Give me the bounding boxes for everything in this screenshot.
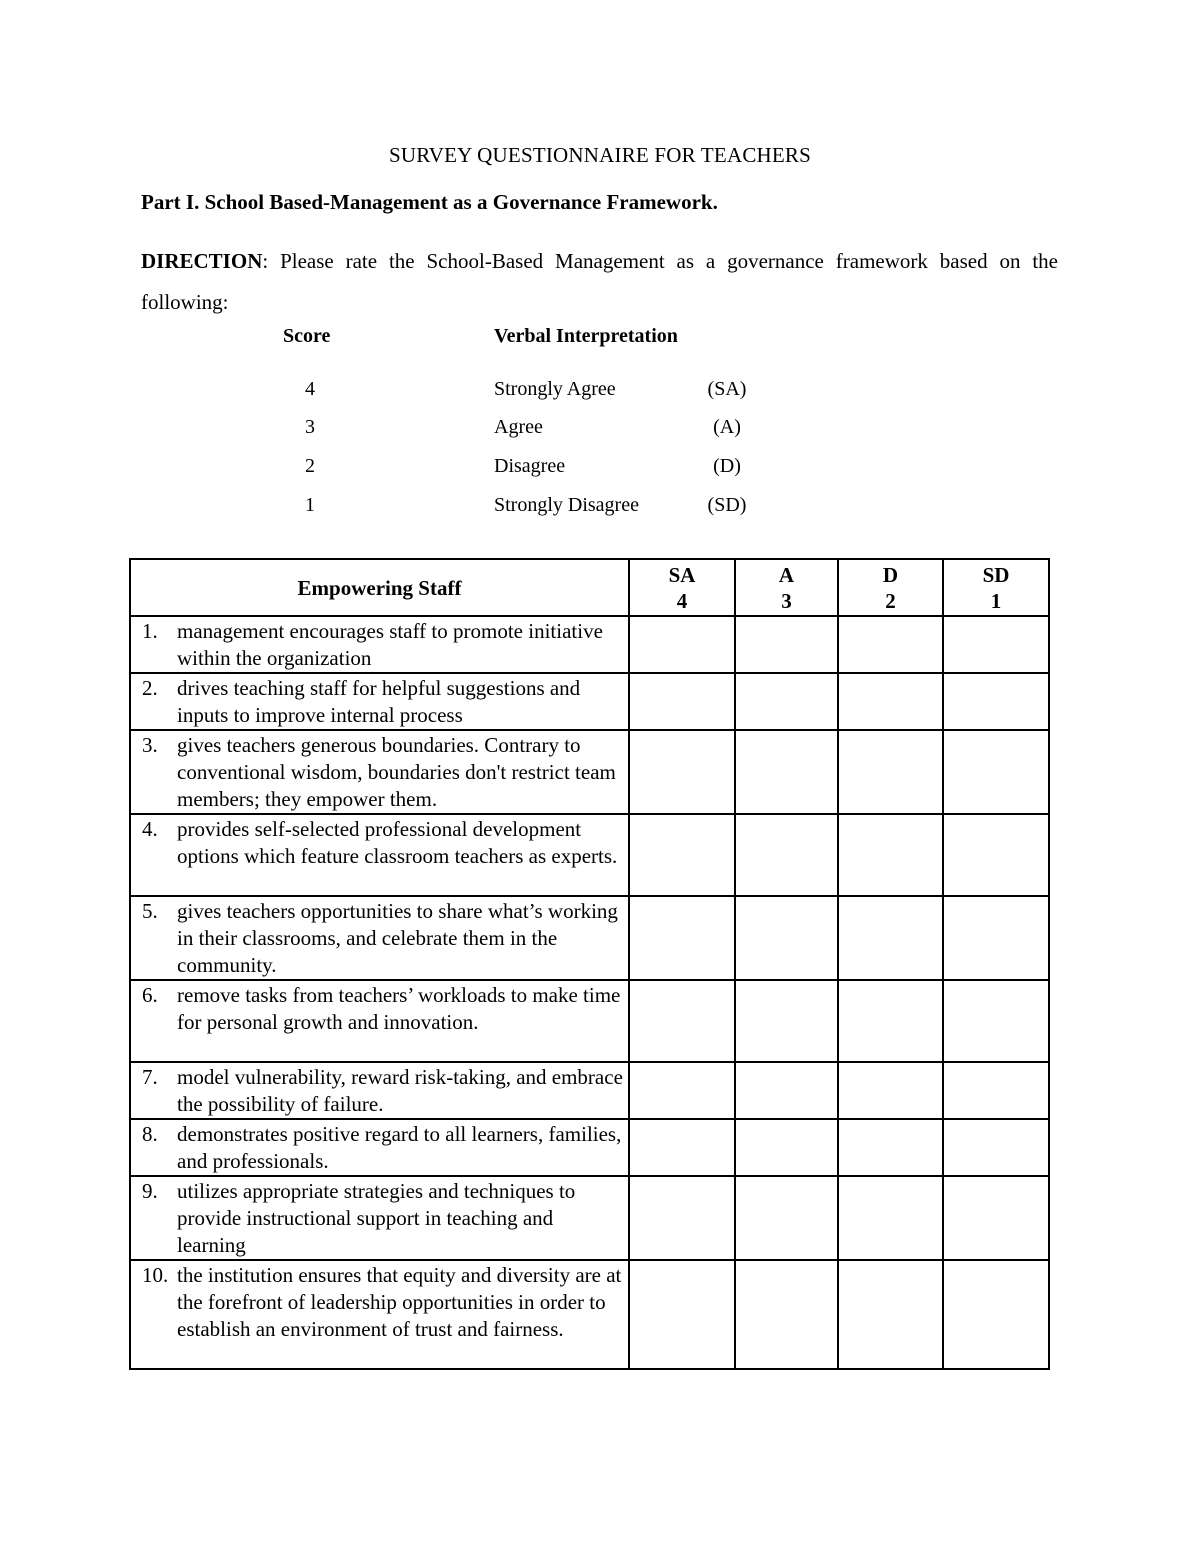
direction-label: DIRECTION — [141, 249, 263, 273]
item-text: model vulnerability, reward risk-taking, and embrace the possibility of failure. — [177, 1065, 623, 1116]
item-number: 1. — [142, 619, 158, 643]
table-header-row — [130, 559, 1049, 616]
rating-cell-d[interactable] — [838, 1176, 943, 1260]
rating-cell-sd[interactable] — [943, 1119, 1049, 1176]
item-cell — [130, 1119, 629, 1176]
scale-abbr: (A) — [713, 416, 741, 438]
item-cell — [130, 1260, 629, 1369]
rating-cell-d[interactable] — [838, 896, 943, 980]
column-header-sd — [943, 559, 1049, 616]
table-heading-empowering-staff: Empowering Staff — [130, 559, 629, 616]
table-row — [130, 980, 1049, 1062]
item-cell — [130, 1062, 629, 1119]
scale-abbr: (D) — [713, 455, 741, 477]
item-cell — [130, 980, 629, 1062]
scale-row — [0, 494, 1200, 524]
rating-cell-sa[interactable] — [629, 980, 735, 1062]
scale-label: Agree — [494, 416, 543, 438]
scale-label: Strongly Agree — [494, 378, 616, 400]
rating-cell-a[interactable] — [735, 1062, 838, 1119]
item-number: 7. — [142, 1065, 158, 1089]
scale-verbal-header: Verbal Interpretation — [494, 325, 678, 347]
rating-cell-d[interactable] — [838, 980, 943, 1062]
item-text: the institution ensures that equity and diversity are at the forefront of leadership opportunities in order to establish an environment of trust and fairness. — [177, 1263, 622, 1341]
table-row — [130, 673, 1049, 730]
item-number: 8. — [142, 1122, 158, 1146]
rating-cell-sd[interactable] — [943, 1176, 1049, 1260]
rating-cell-sa[interactable] — [629, 1062, 735, 1119]
rating-cell-sa[interactable] — [629, 814, 735, 896]
scale-abbr: (SD) — [707, 494, 747, 516]
rating-cell-a[interactable] — [735, 1119, 838, 1176]
table-row — [130, 1176, 1049, 1260]
rating-table — [129, 558, 1050, 1370]
scale-score: 1 — [305, 494, 315, 516]
rating-cell-d[interactable] — [838, 1119, 943, 1176]
item-cell — [130, 616, 629, 673]
column-value: 1 — [990, 589, 1002, 613]
rating-cell-sd[interactable] — [943, 673, 1049, 730]
item-cell — [130, 1176, 629, 1260]
item-number: 2. — [142, 676, 158, 700]
item-text: utilizes appropriate strategies and techniques to provide instructional support in teaching and learning — [177, 1179, 576, 1257]
rating-cell-a[interactable] — [735, 1260, 838, 1369]
item-text: gives teachers opportunities to share what’s working in their classrooms, and celebrate them in the community. — [177, 899, 618, 977]
rating-cell-sa[interactable] — [629, 1119, 735, 1176]
table-row — [130, 896, 1049, 980]
rating-cell-a[interactable] — [735, 980, 838, 1062]
rating-cell-d[interactable] — [838, 814, 943, 896]
document-title: SURVEY QUESTIONNAIRE FOR TEACHERS — [388, 143, 812, 167]
rating-cell-sd[interactable] — [943, 616, 1049, 673]
table-row — [130, 730, 1049, 814]
column-value: 2 — [885, 589, 896, 613]
scale-score: 2 — [305, 455, 315, 477]
rating-cell-a[interactable] — [735, 730, 838, 814]
rating-cell-sd[interactable] — [943, 1062, 1049, 1119]
item-cell — [130, 673, 629, 730]
rating-cell-sa[interactable] — [629, 1260, 735, 1369]
scale-score: 3 — [305, 416, 315, 438]
item-cell — [130, 896, 629, 980]
rating-cell-a[interactable] — [735, 1176, 838, 1260]
rating-cell-sa[interactable] — [629, 1176, 735, 1260]
table-row — [130, 616, 1049, 673]
item-text: remove tasks from teachers’ workloads to make time for personal growth and innovation. — [177, 983, 621, 1034]
rating-cell-d[interactable] — [838, 616, 943, 673]
item-text: management encourages staff to promote initiative within the organization — [177, 619, 603, 670]
item-text: gives teachers generous boundaries. Contrary to conventional wisdom, boundaries don't restrict team members; they empower them. — [177, 733, 616, 811]
column-header-sa — [629, 559, 735, 616]
scale-score-header: Score — [283, 325, 331, 347]
rating-cell-sd[interactable] — [943, 1260, 1049, 1369]
item-number: 9. — [142, 1179, 158, 1203]
scale-label: Disagree — [494, 455, 566, 477]
rating-cell-d[interactable] — [838, 1062, 943, 1119]
column-header-d — [838, 559, 943, 616]
column-code: SD — [982, 563, 1010, 587]
rating-cell-d[interactable] — [838, 730, 943, 814]
column-code: A — [778, 563, 795, 587]
rating-cell-sa[interactable] — [629, 673, 735, 730]
item-text: drives teaching staff for helpful suggestions and inputs to improve internal process — [177, 676, 581, 727]
column-value: 4 — [676, 589, 688, 613]
table-row — [130, 814, 1049, 896]
direction-text: : Please rate the School-Based Management as a governance framework based on the following: — [141, 249, 1058, 314]
table-row — [130, 1062, 1049, 1119]
column-code: SA — [668, 563, 696, 587]
scale-score: 4 — [305, 378, 315, 400]
scale-row — [0, 378, 1200, 408]
item-number: 6. — [142, 983, 158, 1007]
rating-cell-a[interactable] — [735, 896, 838, 980]
rating-cell-a[interactable] — [735, 673, 838, 730]
item-cell — [130, 730, 629, 814]
rating-cell-sa[interactable] — [629, 730, 735, 814]
rating-cell-sa[interactable] — [629, 616, 735, 673]
item-number: 3. — [142, 733, 158, 757]
column-header-a — [735, 559, 838, 616]
item-number: 10. — [142, 1263, 169, 1287]
direction-paragraph — [141, 241, 1058, 323]
table-row — [130, 1119, 1049, 1176]
scale-label: Strongly Disagree — [494, 494, 639, 516]
column-code: D — [882, 563, 899, 587]
rating-cell-a[interactable] — [735, 616, 838, 673]
rating-cell-sd[interactable] — [943, 896, 1049, 980]
rating-cell-sd[interactable] — [943, 814, 1049, 896]
item-number: 4. — [142, 817, 158, 841]
item-number: 5. — [142, 899, 158, 923]
rating-cell-a[interactable] — [735, 814, 838, 896]
scale-row — [0, 455, 1200, 485]
item-text: demonstrates positive regard to all learners, families, and professionals. — [177, 1122, 622, 1173]
rating-cell-sd[interactable] — [943, 980, 1049, 1062]
part-heading: Part I. School Based-Management as a Governance Framework. — [141, 190, 718, 214]
rating-cell-sd[interactable] — [943, 730, 1049, 814]
scale-row — [0, 416, 1200, 446]
item-text: provides self-selected professional development options which feature classroom teachers as experts. — [177, 817, 618, 868]
table-row — [130, 1260, 1049, 1369]
rating-cell-d[interactable] — [838, 673, 943, 730]
rating-cell-d[interactable] — [838, 1260, 943, 1369]
scale-abbr: (SA) — [707, 378, 747, 400]
rating-cell-sa[interactable] — [629, 896, 735, 980]
item-cell — [130, 814, 629, 896]
column-value: 3 — [781, 589, 792, 613]
